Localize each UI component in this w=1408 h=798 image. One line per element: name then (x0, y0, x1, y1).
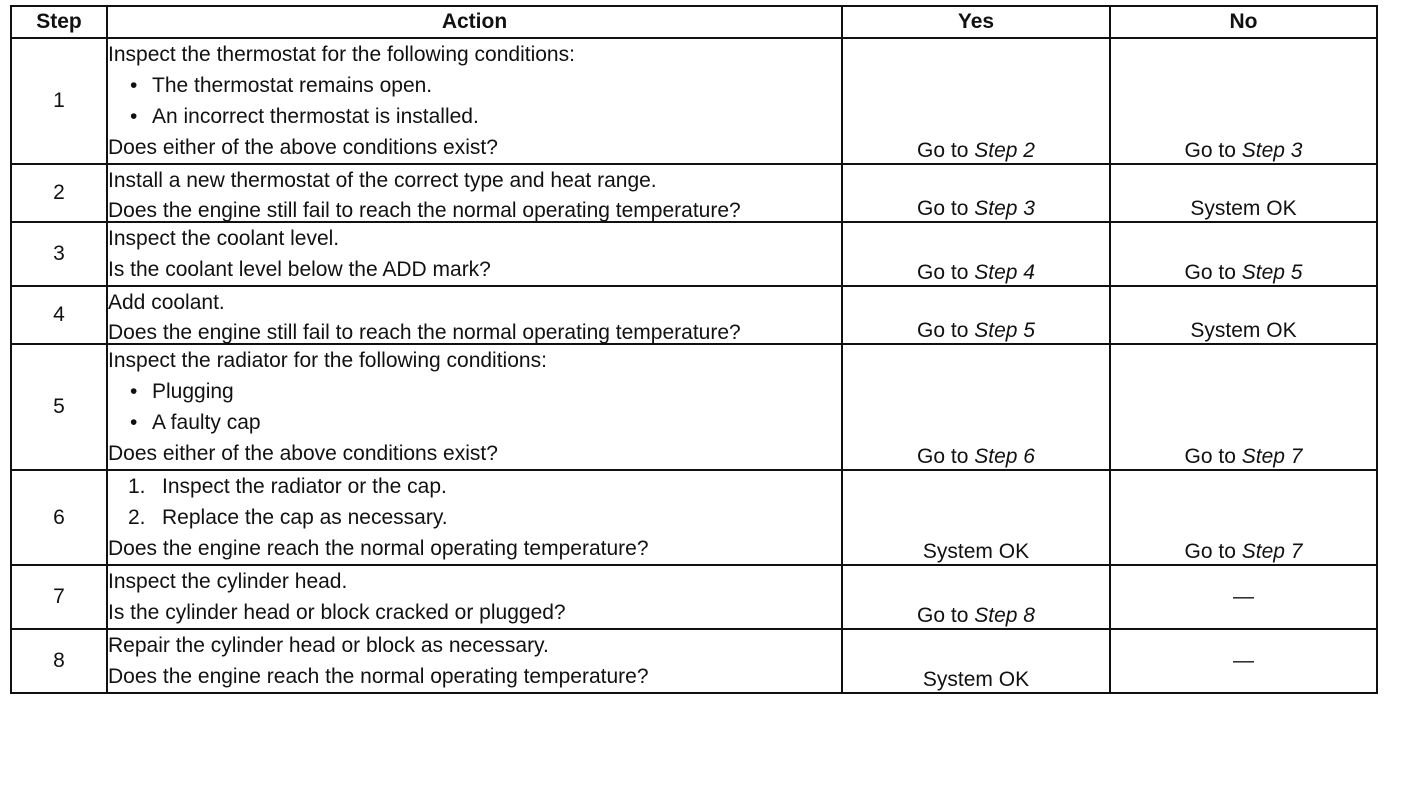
table-row (11, 286, 1377, 344)
step-number: 7 (11, 565, 107, 629)
action-cell (107, 38, 842, 164)
no-cell (1110, 629, 1377, 693)
yes-cell (842, 222, 1110, 286)
diagnostic-table (10, 5, 1378, 694)
no-cell (1110, 222, 1377, 286)
yes-result: System OK (922, 668, 1030, 691)
step-number: 3 (11, 222, 107, 286)
table-row (11, 222, 1377, 286)
no-cell (1110, 286, 1377, 344)
bullet-text: The thermostat remains open. (152, 74, 433, 97)
yes-cell (842, 470, 1110, 565)
step-number: 5 (11, 344, 107, 470)
yes-cell (842, 344, 1110, 470)
yes-cell (842, 286, 1110, 344)
no-step-link[interactable]: Step 3 (1241, 139, 1303, 162)
no-cell (1110, 344, 1377, 470)
yes-step-link[interactable]: Step 3 (974, 197, 1035, 220)
no-prefix: Go to (1184, 139, 1242, 162)
numbered-item (108, 502, 841, 533)
yes-prefix: Go to (917, 261, 975, 284)
action-intro: Add coolant. (108, 291, 225, 314)
bullet-icon: • (130, 380, 138, 403)
header-action: Action (107, 6, 842, 38)
yes-step-link[interactable]: Step 6 (974, 445, 1035, 468)
action-cell (107, 286, 842, 344)
yes-prefix: Go to (917, 604, 975, 627)
table-row (11, 629, 1377, 693)
yes-prefix: Go to (917, 197, 975, 220)
action-intro: Inspect the radiator for the following conditions: (108, 349, 547, 372)
yes-prefix: Go to (917, 319, 975, 342)
action-question: Is the cylinder head or block cracked or plugged? (108, 601, 566, 624)
no-cell (1110, 164, 1377, 222)
no-step-link[interactable]: Step 7 (1241, 540, 1303, 563)
no-cell (1110, 38, 1377, 164)
bullet-item (108, 376, 841, 407)
step-number: 8 (11, 629, 107, 693)
action-question: Does either of the above conditions exist? (108, 442, 498, 465)
action-intro: Inspect the thermostat for the following conditions: (108, 43, 575, 66)
bullet-item (108, 70, 841, 101)
yes-step-link[interactable]: Step 5 (974, 319, 1035, 342)
action-question: Does either of the above conditions exist? (108, 136, 498, 159)
bullet-text: A faulty cap (152, 411, 261, 434)
no-prefix: Go to (1184, 445, 1242, 468)
item-number: 2. (128, 506, 146, 529)
table-row (11, 344, 1377, 470)
header-row (11, 6, 1377, 38)
numbered-item (108, 471, 841, 502)
action-question: Does the engine reach the normal operating temperature? (108, 537, 649, 560)
bullet-text: Plugging (152, 380, 234, 403)
action-intro: Inspect the cylinder head. (108, 570, 348, 593)
yes-step-link[interactable]: Step 2 (974, 139, 1035, 162)
action-question: Does the engine still fail to reach the normal operating temperature? (108, 199, 741, 222)
action-cell (107, 222, 842, 286)
action-intro: Install a new thermostat of the correct type and heat range. (108, 169, 657, 192)
yes-result: System OK (922, 540, 1030, 563)
action-cell (107, 565, 842, 629)
table-row (11, 38, 1377, 164)
bullet-text: An incorrect thermostat is installed. (152, 105, 479, 128)
header-step: Step (11, 6, 107, 38)
bullet-item (108, 101, 841, 132)
no-result: System OK (1190, 319, 1297, 342)
no-step-link[interactable]: Step 5 (1241, 261, 1303, 284)
bullet-item (108, 407, 841, 438)
action-cell (107, 470, 842, 565)
no-result: — (1233, 585, 1254, 608)
bullet-icon: • (130, 411, 138, 434)
table-row (11, 470, 1377, 565)
action-intro: Repair the cylinder head or block as necessary. (108, 634, 549, 657)
header-no: No (1110, 6, 1377, 38)
yes-prefix: Go to (917, 445, 975, 468)
no-prefix: Go to (1184, 540, 1242, 563)
bullet-icon: • (130, 74, 138, 97)
action-cell (107, 344, 842, 470)
bullet-icon: • (130, 105, 138, 128)
yes-cell (842, 629, 1110, 693)
yes-step-link[interactable]: Step 8 (974, 604, 1035, 627)
item-text: Replace the cap as necessary. (162, 506, 448, 529)
action-question: Does the engine reach the normal operating temperature? (108, 665, 649, 688)
yes-cell (842, 38, 1110, 164)
table-row (11, 565, 1377, 629)
action-question: Is the coolant level below the ADD mark? (108, 258, 491, 281)
item-text: Inspect the radiator or the cap. (162, 475, 447, 498)
step-number: 2 (11, 164, 107, 222)
no-result: System OK (1190, 197, 1297, 220)
no-step-link[interactable]: Step 7 (1241, 445, 1303, 468)
step-number: 1 (11, 38, 107, 164)
no-prefix: Go to (1184, 261, 1242, 284)
yes-cell (842, 565, 1110, 629)
action-cell (107, 164, 842, 222)
yes-step-link[interactable]: Step 4 (974, 261, 1035, 284)
step-number: 4 (11, 286, 107, 344)
table-row (11, 164, 1377, 222)
no-cell (1110, 470, 1377, 565)
header-yes: Yes (842, 6, 1110, 38)
no-cell (1110, 565, 1377, 629)
step-number: 6 (11, 470, 107, 565)
no-result: — (1233, 649, 1254, 672)
yes-cell (842, 164, 1110, 222)
action-cell (107, 629, 842, 693)
action-intro: Inspect the coolant level. (108, 227, 340, 250)
item-number: 1. (128, 475, 146, 498)
yes-prefix: Go to (917, 139, 975, 162)
action-question: Does the engine still fail to reach the normal operating temperature? (108, 321, 741, 344)
